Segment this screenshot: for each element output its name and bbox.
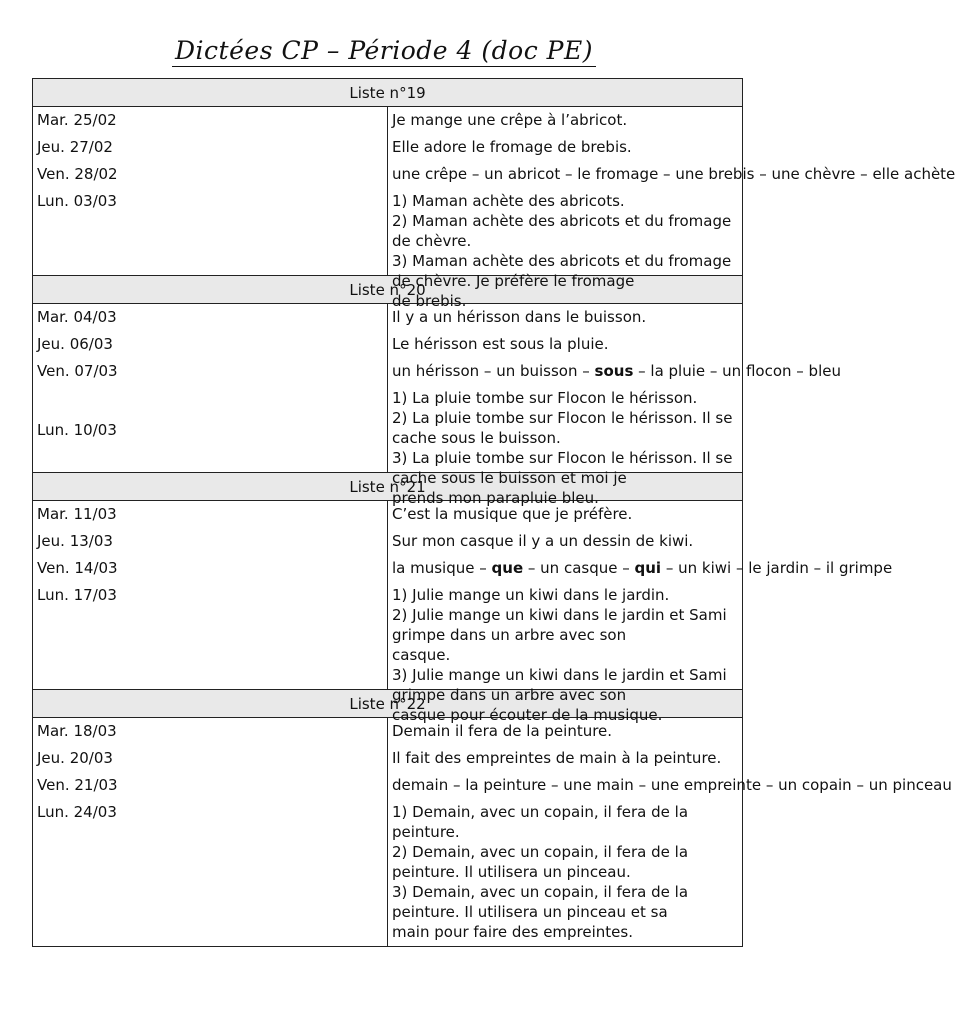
sentence-line: casque pour écouter de la musique. — [392, 706, 663, 724]
text-part: un hérisson – un buisson – — [392, 362, 595, 380]
row-text — [392, 504, 738, 531]
list-heading-row — [33, 473, 743, 501]
row-text — [392, 307, 738, 334]
sentence-line: de brebis. — [392, 292, 467, 310]
text-part: Sur mon casque il y a un dessin de kiwi. — [392, 532, 694, 550]
sentence-line: 1) Julie mange un kiwi dans le jardin. — [392, 586, 670, 604]
text-column — [388, 718, 952, 947]
keyword-bold: qui — [634, 559, 662, 577]
text-part: C’est la musique que je préfère. — [392, 505, 633, 523]
text-column — [388, 304, 841, 507]
row-date: Jeu. 20/03 — [37, 749, 113, 767]
sentence-line: 1) Demain, avec un copain, il fera de la peinture. — [392, 803, 689, 841]
list-heading: Liste n°22 — [33, 690, 743, 718]
list-rows — [33, 718, 743, 947]
dictation-sentences — [392, 585, 738, 724]
sentence-line: 3) Maman achète des abricots et du fromage de chèvre. Je préfère le fromage — [392, 252, 732, 290]
row-text — [392, 775, 952, 802]
row-date: Mar. 11/03 — [37, 505, 117, 523]
list-heading-row — [33, 79, 743, 107]
date-column — [33, 718, 388, 947]
row-text — [392, 137, 738, 164]
page-title-text: Dictées CP – Période 4 (doc PE) — [172, 36, 596, 67]
row-date: Mar. 18/03 — [37, 722, 117, 740]
text-part: Le hérisson est sous la pluie. — [392, 335, 609, 353]
list-heading: Liste n°20 — [33, 276, 743, 304]
date-column — [33, 501, 388, 690]
sentence-line: 2) La pluie tombe sur Flocon le hérisson. Il se cache sous le buisson. — [392, 409, 733, 447]
text-part: – un casque – — [523, 559, 635, 577]
sentence-line: 1) Maman achète des abricots. — [392, 192, 625, 210]
row-date: Lun. 24/03 — [37, 803, 117, 821]
list-rows — [33, 304, 743, 473]
row-date: Mar. 25/02 — [37, 111, 117, 129]
sentence-line: 3) Julie mange un kiwi dans le jardin et Sami grimpe dans un arbre avec son — [392, 666, 727, 704]
row-text — [392, 558, 893, 585]
sentence-line: 2) Demain, avec un copain, il fera de la peinture. Il utilisera un pinceau. — [392, 843, 689, 881]
date-column — [33, 107, 388, 276]
row-date: Lun. 10/03 — [37, 421, 117, 439]
keyword-bold: sous — [594, 362, 634, 380]
sentence-line: 3) La pluie tombe sur Flocon le hérisson. Il se cache sous le buisson et moi je — [392, 449, 733, 487]
row-date: Jeu. 06/03 — [37, 335, 113, 353]
sentence-line: main pour faire des empreintes. — [392, 923, 633, 941]
text-part: Il y a un hérisson dans le buisson. — [392, 308, 647, 326]
row-date: Ven. 28/02 — [37, 165, 118, 183]
row-date: Jeu. 27/02 — [37, 138, 113, 156]
sentence-line: 2) Julie mange un kiwi dans le jardin et Sami grimpe dans un arbre avec son — [392, 606, 727, 644]
keyword-bold: que — [491, 559, 524, 577]
dictation-sentences — [392, 191, 738, 310]
row-text — [392, 164, 955, 191]
row-text — [392, 334, 738, 361]
row-date: Lun. 03/03 — [37, 192, 117, 210]
dictation-sentences — [392, 388, 738, 507]
text-part: Il fait des empreintes de main à la peinture. — [392, 749, 722, 767]
list-heading: Liste n°21 — [33, 473, 743, 501]
text-part: Je mange une crêpe à l’abricot. — [392, 111, 628, 129]
text-part: – la pluie – un flocon – bleu — [633, 362, 841, 380]
row-date: Ven. 07/03 — [37, 362, 118, 380]
row-text — [392, 361, 841, 388]
row-text — [392, 721, 738, 748]
text-part: demain – la peinture – une main – une empreinte – un copain – un pinceau — [392, 776, 952, 794]
sentence-line: casque. — [392, 646, 451, 664]
row-text — [392, 110, 738, 137]
list-heading-row — [33, 276, 743, 304]
row-text — [392, 748, 738, 775]
sentence-line: 2) Maman achète des abricots et du fromage de chèvre. — [392, 212, 732, 250]
text-column — [388, 107, 955, 310]
text-column — [388, 501, 893, 724]
dictation-table — [32, 78, 955, 947]
text-part: – un kiwi – le jardin – il grimpe — [661, 559, 893, 577]
list-rows — [33, 501, 743, 690]
dictation-table-body — [33, 79, 955, 947]
text-part: Elle adore le fromage de brebis. — [392, 138, 632, 156]
dictation-sentences — [392, 802, 738, 946]
text-part: la musique – — [392, 559, 492, 577]
row-date: Jeu. 13/03 — [37, 532, 113, 550]
list-heading: Liste n°19 — [33, 79, 743, 107]
sentence-line: 3) Demain, avec un copain, il fera de la peinture. Il utilisera un pinceau et sa — [392, 883, 689, 921]
row-date: Mar. 04/03 — [37, 308, 117, 326]
page-title — [0, 36, 768, 65]
row-text — [392, 531, 738, 558]
sentence-line: 1) La pluie tombe sur Flocon le hérisson. — [392, 389, 698, 407]
row-date: Lun. 17/03 — [37, 586, 117, 604]
date-column — [33, 304, 388, 473]
text-part: Demain il fera de la peinture. — [392, 722, 613, 740]
row-date: Ven. 14/03 — [37, 559, 118, 577]
text-part: une crêpe – un abricot – le fromage – une brebis – une chèvre – elle achète — [392, 165, 955, 183]
row-date: Ven. 21/03 — [37, 776, 118, 794]
sentence-line: prends mon parapluie bleu. — [392, 489, 599, 507]
list-rows — [33, 107, 743, 276]
